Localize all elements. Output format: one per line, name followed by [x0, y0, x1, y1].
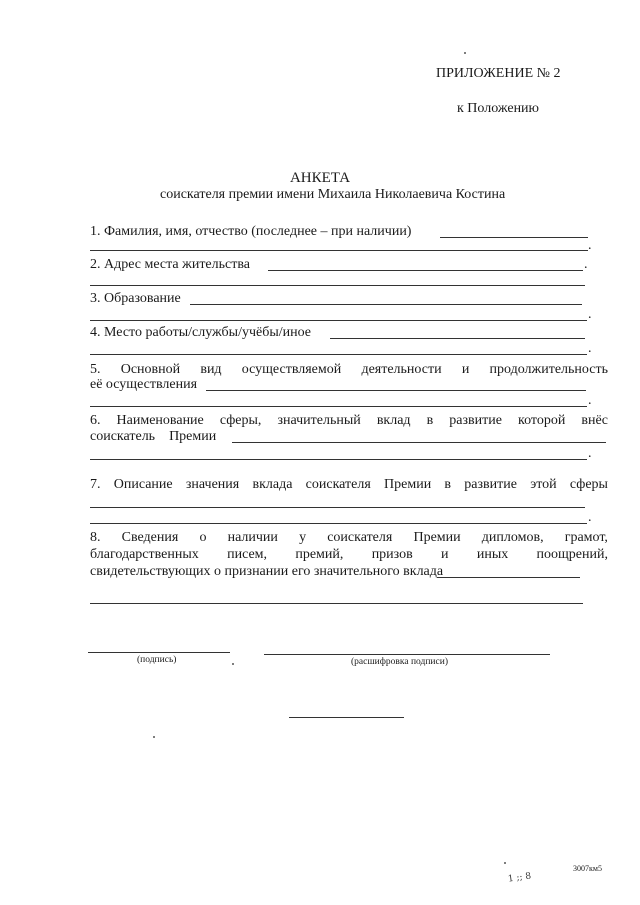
- scan-speck: [464, 52, 466, 54]
- signature-decoding-line[interactable]: [264, 654, 550, 655]
- date-line[interactable]: [289, 717, 404, 718]
- document-code: 3007км5: [573, 864, 602, 873]
- signature-decoding-caption: (расшифровка подписи): [351, 657, 448, 667]
- field-education-line[interactable]: [190, 304, 582, 305]
- period-mark: .: [584, 257, 588, 272]
- field-sphere-label-line1: 6. Наименование сферы, значительный вклад в развитие которой внёс: [90, 413, 608, 428]
- field-activity-line-2[interactable]: [90, 406, 587, 407]
- field-full-name-line[interactable]: [440, 237, 588, 238]
- period-mark: .: [588, 307, 592, 322]
- form-title: АНКЕТА: [289, 170, 351, 186]
- field-sphere-label-line2: соискатель Премии: [90, 429, 217, 444]
- field-contribution-line[interactable]: [90, 507, 585, 508]
- field-address-line[interactable]: [268, 270, 583, 271]
- scan-speck: [504, 862, 506, 864]
- scan-speck: [153, 736, 155, 738]
- field-workplace-label: 4. Место работы/службы/учёбы/иное: [90, 325, 312, 340]
- field-sphere-line[interactable]: [232, 442, 606, 443]
- field-full-name-line-2[interactable]: [90, 250, 588, 251]
- field-activity-line[interactable]: [206, 390, 586, 391]
- field-activity-label-line2: её осуществления: [90, 377, 198, 392]
- field-workplace-line-2[interactable]: [90, 354, 587, 355]
- period-mark: .: [588, 446, 592, 461]
- field-education-line-2[interactable]: [90, 320, 587, 321]
- field-activity-label-line1: 5. Основной вид осуществляемой деятельности и продолжительность: [90, 362, 608, 377]
- period-mark: .: [588, 341, 592, 356]
- field-contribution-label: 7. Описание значения вклада соискателя Премии в развитие этой сферы: [90, 477, 608, 492]
- field-address-label: 2. Адрес места жительства: [90, 257, 250, 272]
- field-awards-label-line1: 8. Сведения о наличии у соискателя Премии дипломов, грамот,: [90, 530, 608, 545]
- field-full-name-label: 1. Фамилия, имя, отчество (последнее – при наличии): [90, 224, 412, 239]
- field-awards-label-line2: благодарственных писем, премий, призов и иных поощрений,: [90, 547, 608, 562]
- signature-caption: (подпись): [137, 655, 177, 665]
- form-subtitle: соискателя премии имени Михаила Николаевича Костина: [160, 187, 506, 202]
- period-mark: .: [588, 238, 592, 253]
- regulation-reference: к Положению: [457, 101, 540, 116]
- field-awards-label-line3: свидетельствующих о признании его значительного вклада: [90, 564, 444, 579]
- field-sphere-line-2[interactable]: [90, 459, 587, 460]
- period-mark: .: [588, 393, 592, 408]
- signature-line[interactable]: [88, 652, 230, 653]
- field-awards-line[interactable]: [437, 577, 580, 578]
- field-education-label: 3. Образование: [90, 291, 181, 306]
- handwritten-mark: 1 ;; 8: [507, 871, 532, 885]
- field-address-line-2[interactable]: [90, 285, 585, 286]
- appendix-number: ПРИЛОЖЕНИЕ № 2: [436, 66, 561, 81]
- period-mark: .: [588, 510, 592, 525]
- field-contribution-line-2[interactable]: [90, 523, 587, 524]
- field-workplace-line[interactable]: [330, 338, 585, 339]
- field-awards-line-2[interactable]: [90, 603, 583, 604]
- scan-speck: [232, 663, 234, 665]
